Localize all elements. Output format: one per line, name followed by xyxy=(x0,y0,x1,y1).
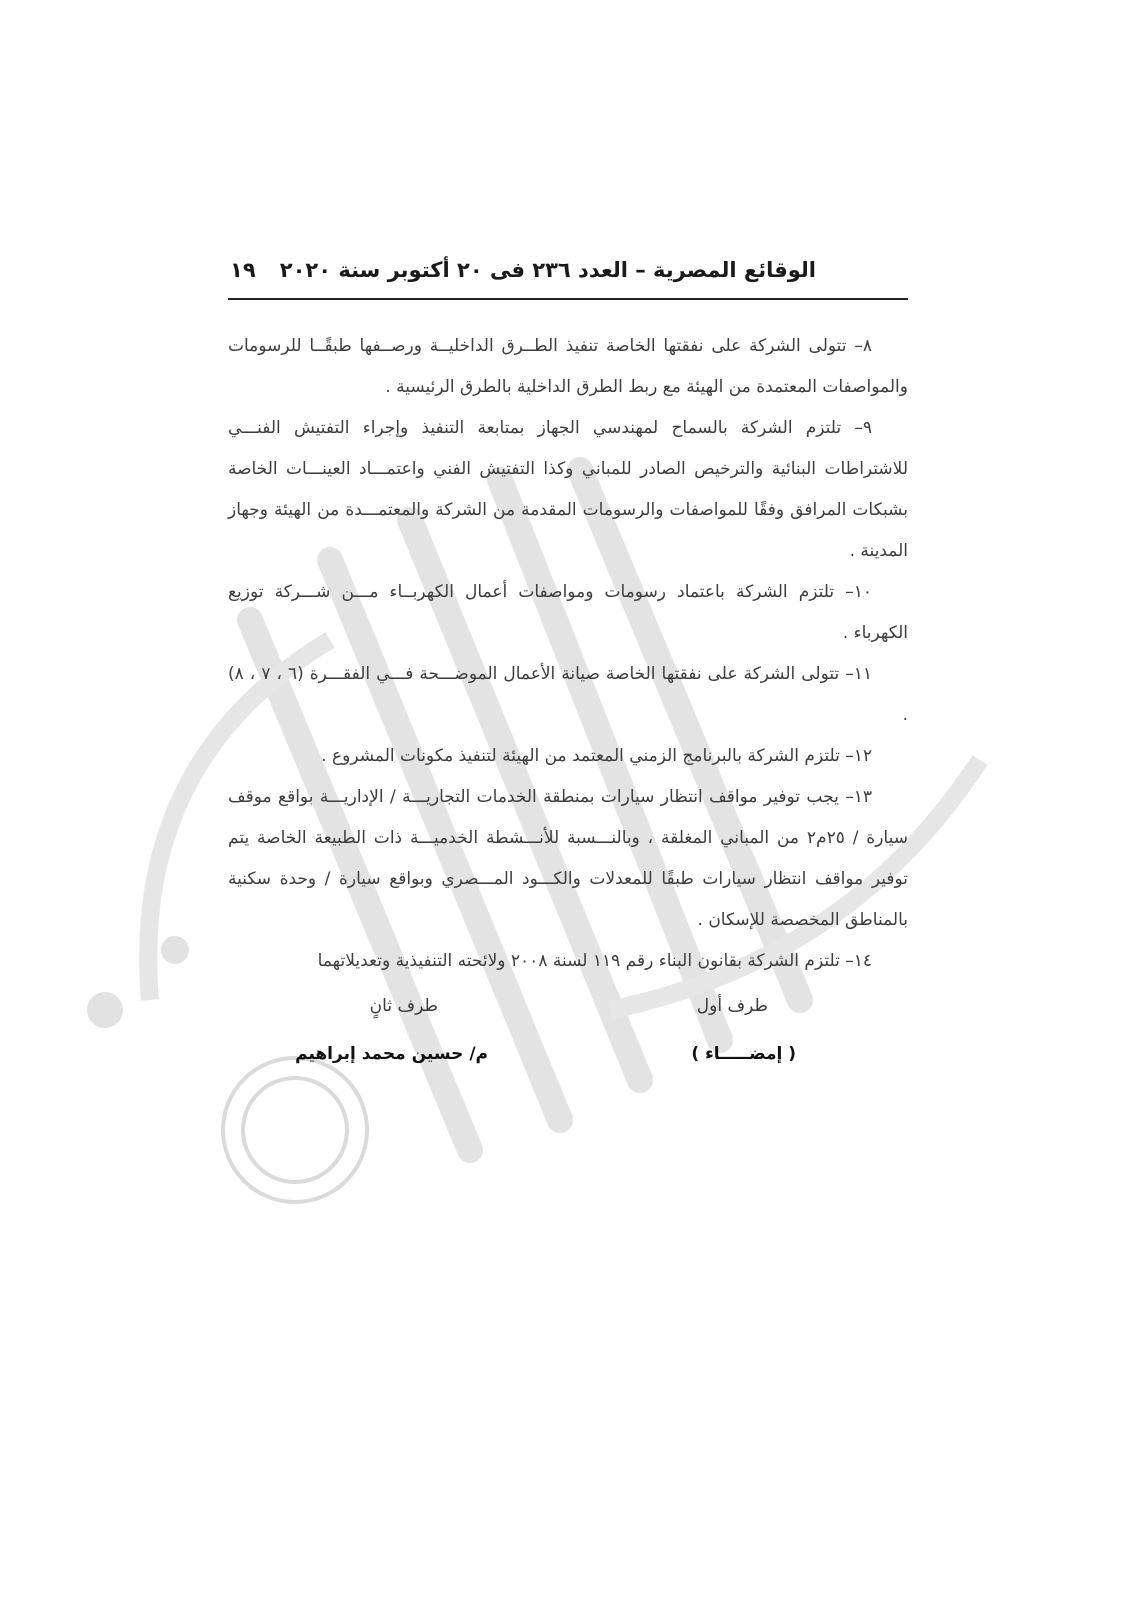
clause-9: ٩– تلتزم الشركة بالسماح لمهندسي الجهاز بمتابعة التنفيذ وإجراء التفتيش الفنـــي للاشتراطات البنائية والترخيص الصادر للمباني وكذا التفتيش الفني واعتمـــاد العينـــات الخاصة بشبكات المرافق وفقًا للمواصفات والرسومات المقدمة من الشركة والمعتمـــدة من الهيئة وجهاز المدينة . xyxy=(228,418,908,561)
header-title: الوقائع المصرية – العدد ٢٣٦ فى ٢٠ أكتوبر سنة ٢٠٢٠ xyxy=(279,258,816,282)
clause-13: ١٣– يجب توفير مواقف انتظار سيارات بمنطقة الخدمات التجاريـــة / الإداريـــة بواقع موقف سيارة / ٢٥م٢ من المباني المغلقة ، وبالنـــسبة للأنـــشطة الخدميـــة ذات الطبيعة الخاصة يتم توفير مواقف انتظار سيارات طبقًا للمعدلات والكـــود المـــصري وبواقع سيارة / وحدة سكنية بالمناطق المخصصة للإسكان . xyxy=(228,787,908,930)
party-two-label: طرف ثانٍ xyxy=(369,996,438,1016)
party-two-signatory: م/ حسين محمد إبراهيم xyxy=(295,1044,488,1064)
clauses-body xyxy=(228,326,908,982)
clause-12: ١٢– تلتزم الشركة بالبرنامج الزمني المعتمد من الهيئة لتنفيذ مكونات المشروع . xyxy=(321,746,872,766)
clause-8: ٨– تتولى الشركة على نفقتها الخاصة تنفيذ الطــرق الداخليــة ورصــفها طبقًــا للرسومات والمواصفات المعتمدة من الهيئة مع ربط الطرق الداخلية بالطرق الرئيسية . xyxy=(228,336,908,397)
party-one-signature: ( إمضـــــاء ) xyxy=(691,1044,796,1064)
clause-11: ١١– تتولى الشركة على نفقتها الخاصة صيانة الأعمال الموضـــحة فـــي الفقـــرة (٦ ، ٧ ، ٨) . xyxy=(228,664,908,725)
party-one-label: طرف أول xyxy=(696,996,768,1016)
clause-14: ١٤– تلتزم الشركة بقانون البناء رقم ١١٩ لسنة ٢٠٠٨ ولائحته التنفيذية وتعديلاتهما xyxy=(317,951,872,971)
page-number: ١٩ xyxy=(230,258,256,282)
gazette-page xyxy=(228,250,908,1086)
header-rule xyxy=(228,298,908,300)
signature-block xyxy=(228,996,908,1086)
page-header xyxy=(228,250,908,294)
clause-10: ١٠– تلتزم الشركة باعتماد رسومات ومواصفات أعمال الكهربــاء مـــن شـــركة توزيع الكهرباء . xyxy=(228,582,908,643)
